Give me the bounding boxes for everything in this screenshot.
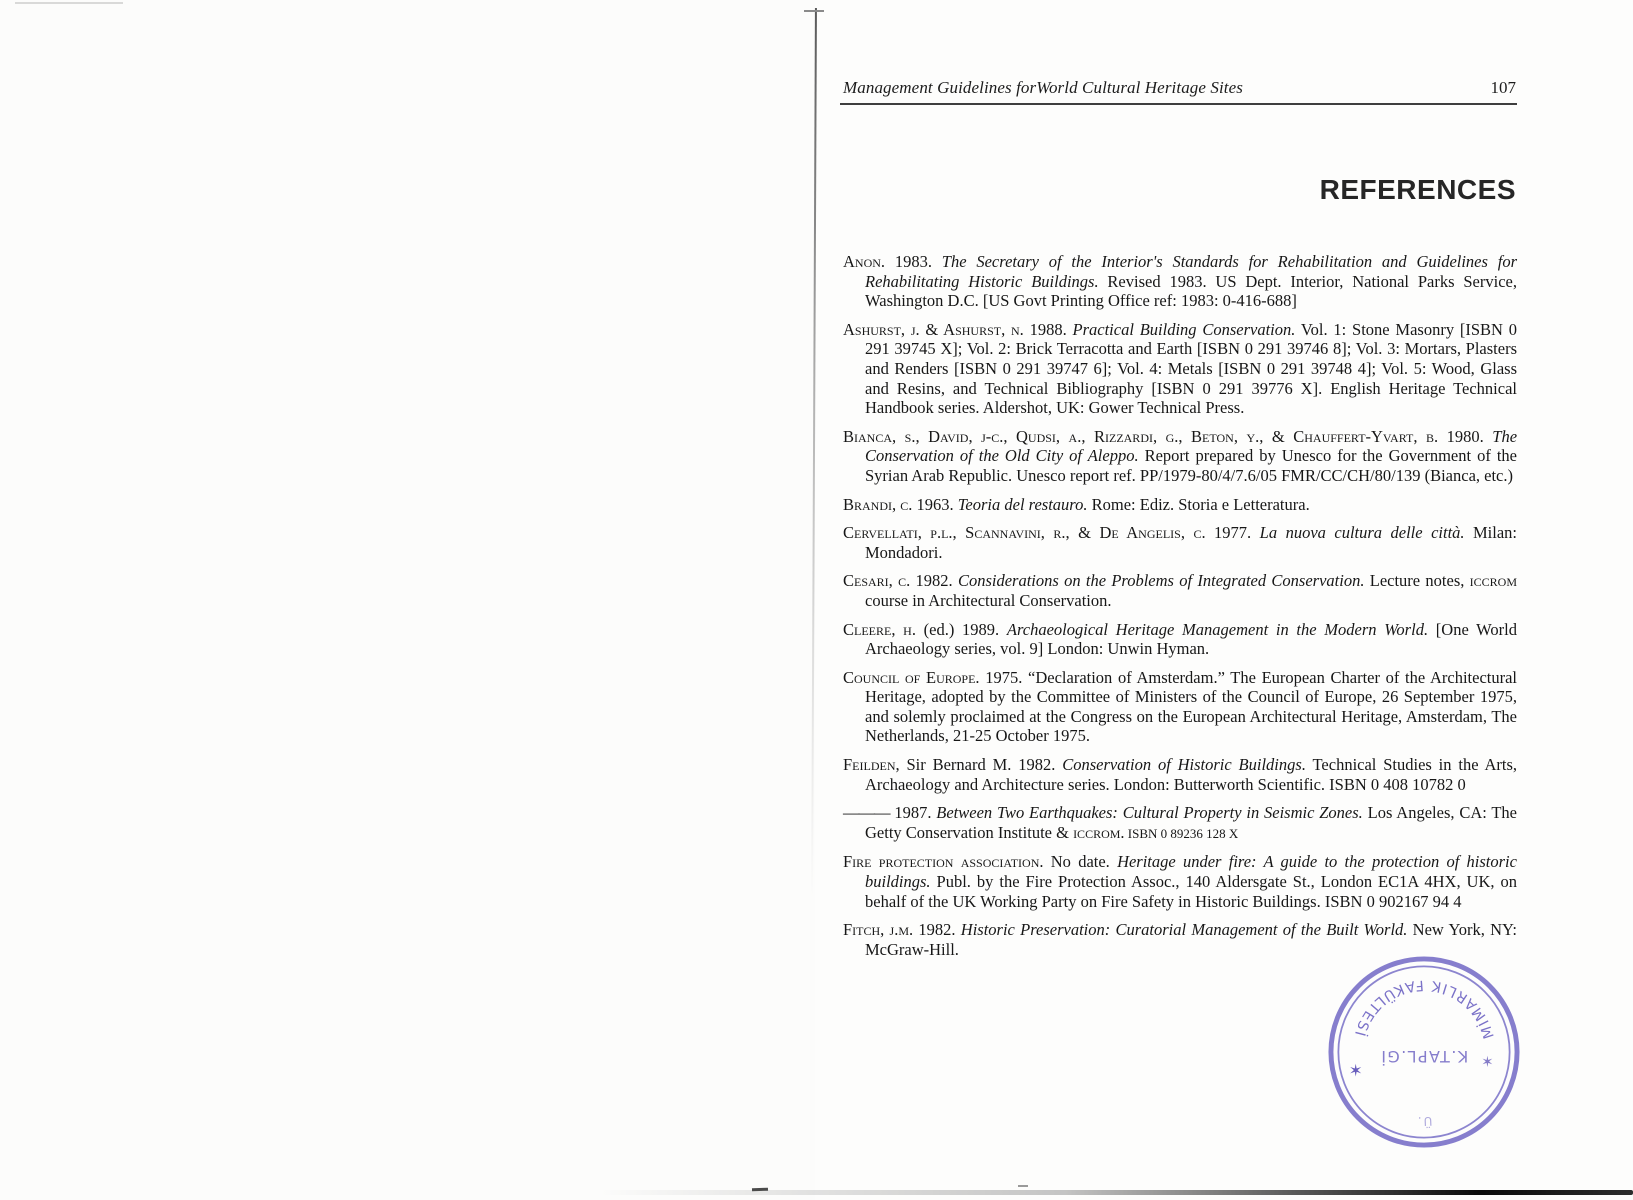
reference-entry: [843, 803, 1517, 843]
reference-text-run: Considerations on the Problems of Integrated Conservation.: [957, 571, 1365, 591]
section-title: REFERENCES: [1319, 174, 1516, 205]
reference-text-run: Sir Bernard M. 1982.: [899, 755, 1063, 775]
reference-entry: [843, 427, 1517, 486]
reference-text-run: ———: [843, 803, 890, 823]
reference-text-run: course in Architectural Conservation.: [865, 590, 1112, 610]
reference-entry: [843, 495, 1517, 515]
reference-text-run: Bianca, s., David, j-c., Qudsi, a., Rizzardi, g., Beton, y., & Chauffert-Yvart, b.: [843, 426, 1439, 446]
reference-text-run: Los Angeles, CA: The Getty Conservation Institute &: [865, 803, 1518, 842]
reference-text-run: Technical Studies in the Arts, Archaeology and Architecture series. London: Butterworth Scientific. ISBN 0 408 10782 0: [865, 755, 1517, 794]
reference-text-run: Milan: Mondadori.: [865, 523, 1518, 562]
reference-text-run: Between Two Earthquakes: Cultural Property in Seismic Zones.: [936, 803, 1363, 823]
reference-text-run: 1982.: [913, 920, 961, 940]
reference-entry: [843, 620, 1517, 659]
reference-text-run: Fire protection association.: [843, 852, 1044, 872]
stamp-star-icon: ✶: [1348, 1059, 1363, 1080]
left-blank-page: [0, 0, 815, 1200]
reference-text-run: Cleere, h.: [843, 619, 916, 639]
reference-text-run: 1982.: [910, 571, 958, 591]
reference-text-run: [One World Archaeology series, vol. 9] London: Unwin Hyman.: [865, 619, 1517, 659]
reference-text-run: Council of Europe.: [843, 667, 980, 687]
scan-speck: [1018, 1185, 1028, 1187]
reference-text-run: iccrom: [1469, 571, 1518, 591]
reference-text-run: Archaeological Heritage Management in the Modern World.: [1006, 619, 1429, 639]
reference-text-run: The Conservation of the Old City of Aleppo.: [865, 426, 1518, 466]
reference-text-run: Lecture notes,: [1364, 571, 1470, 591]
reference-text-run: 1963.: [912, 494, 958, 514]
scan-artifact-line: [15, 2, 123, 4]
reference-text-run: 1988.: [1023, 319, 1073, 339]
reference-text-run: Cesari, c.: [843, 571, 911, 591]
reference-text-run: Feilden,: [843, 755, 900, 775]
reference-text-run: Revised 1983. US Dept. Interior, National Parks Service, Washington D.C. [US Govt Printing Office ref: 1983: 0-416-688]: [865, 271, 1517, 311]
reference-text-run: Report prepared by Unesco for the Government of the Syrian Arab Republic. Unesco report ref. PP/1979-80/4/7.6/05 FMR/CC/CH/80/139 (Bianca, etc.): [865, 446, 1517, 485]
crease-top-tick: [804, 10, 824, 12]
reference-entry: [843, 252, 1517, 311]
stamp-center-text: K.TAPL.Gİ: [1379, 1047, 1469, 1067]
reference-text-run: ISBN 0 89236 128 X: [1124, 825, 1239, 841]
reference-text-run: Cervellati, p.l., Scannavini, r., & De Angelis, c.: [843, 523, 1206, 543]
stamp-star-icon: ✶: [1481, 1051, 1494, 1070]
reference-text-run: Fitch, j.m.: [843, 920, 914, 940]
reference-text-run: Brandi, c.: [843, 494, 913, 514]
page-header: [843, 78, 1516, 98]
reference-text-run: (ed.) 1989.: [915, 619, 1007, 639]
stamp-graphic: [1325, 951, 1523, 1153]
reference-entry: [843, 320, 1517, 418]
reference-text-run: La nuova cultura delle città.: [1259, 523, 1465, 543]
reference-entry: [843, 523, 1517, 562]
reference-entry: [843, 571, 1517, 610]
page-number: 107: [1490, 78, 1516, 97]
reference-entry: [843, 755, 1517, 794]
reference-text-run: 1975. “Declaration of Amsterdam.” The European Charter of the Architectural Heritage, adopted by the Committee of Ministers of the Council of Europe, 26 September 1975, and solemly proclaimed at the Congress on the European Architectural Heritage, Amsterdam, The Netherlands, 21-25 October 1975.: [865, 667, 1518, 746]
reference-entry: [843, 668, 1517, 746]
reference-text-run: Rome: Ediz. Storia e Letteratura.: [1087, 494, 1310, 514]
library-stamp: [1325, 951, 1523, 1153]
reference-text-run: Publ. by the Fire Protection Assoc., 140 Aldersgate St., London EC1A 4HX, UK, on behalf of the UK Working Party on Fire Safety in Historic Buildings. ISBN 0 902167 94 4: [865, 872, 1517, 911]
reference-text-run: The Secretary of the Interior's Standards for Rehabilitation and Guidelines for Rehabilitating Historic Buildings.: [865, 252, 1517, 291]
reference-text-run: 1977.: [1205, 523, 1260, 543]
reference-text-run: Heritage under fire: A guide to the protection of historic buildings.: [865, 852, 1517, 892]
reference-text-run: iccrom.: [1073, 822, 1125, 842]
reference-text-run: Vol. 1: Stone Masonry [ISBN 0 291 39745 X]; Vol. 2: Brick Terracotta and Earth [ISBN 0 291 39746 8]; Vol. 3: Mortars, Plasters and Renders [ISBN 0 291 39747 6]; Vol. 4: Metals [ISBN 0 291 39748 4]; Vol. 5: Wood, Glass and Resins, and Technical Bibliography [ISBN 0 291 39776 X]. English Heritage Technical Handbook series. Aldershot, UK: Gower Technical Press.: [865, 319, 1517, 418]
header-rule: [840, 103, 1517, 105]
reference-text-run: New York, NY: McGraw-Hill.: [865, 920, 1518, 959]
reference-text-run: Teoria del restauro.: [957, 494, 1088, 514]
reference-entry: [843, 852, 1517, 911]
scan-speck: [752, 1188, 768, 1192]
reference-text-run: Historic Preservation: Curatorial Management of the Built World.: [960, 920, 1408, 940]
stamp-ring-text: MİMARLIK FAKÜLTESİ: [1350, 976, 1498, 1041]
reference-text-run: No date.: [1043, 852, 1118, 872]
reference-text-run: Practical Building Conservation.: [1072, 319, 1296, 339]
reference-text-run: 1983.: [885, 252, 942, 271]
reference-text-run: Anon.: [843, 252, 886, 271]
stamp-inner-text: Ü.: [1415, 1113, 1433, 1129]
references-list: [843, 252, 1517, 968]
reference-text-run: Conservation of Historic Buildings.: [1062, 755, 1306, 775]
running-title: Management Guidelines forWorld Cultural Heritage Sites: [843, 78, 1243, 97]
reference-text-run: 1987.: [889, 803, 937, 823]
reference-text-run: Ashurst, j. & Ashurst, n.: [843, 319, 1024, 339]
reference-text-run: 1980.: [1438, 426, 1493, 446]
